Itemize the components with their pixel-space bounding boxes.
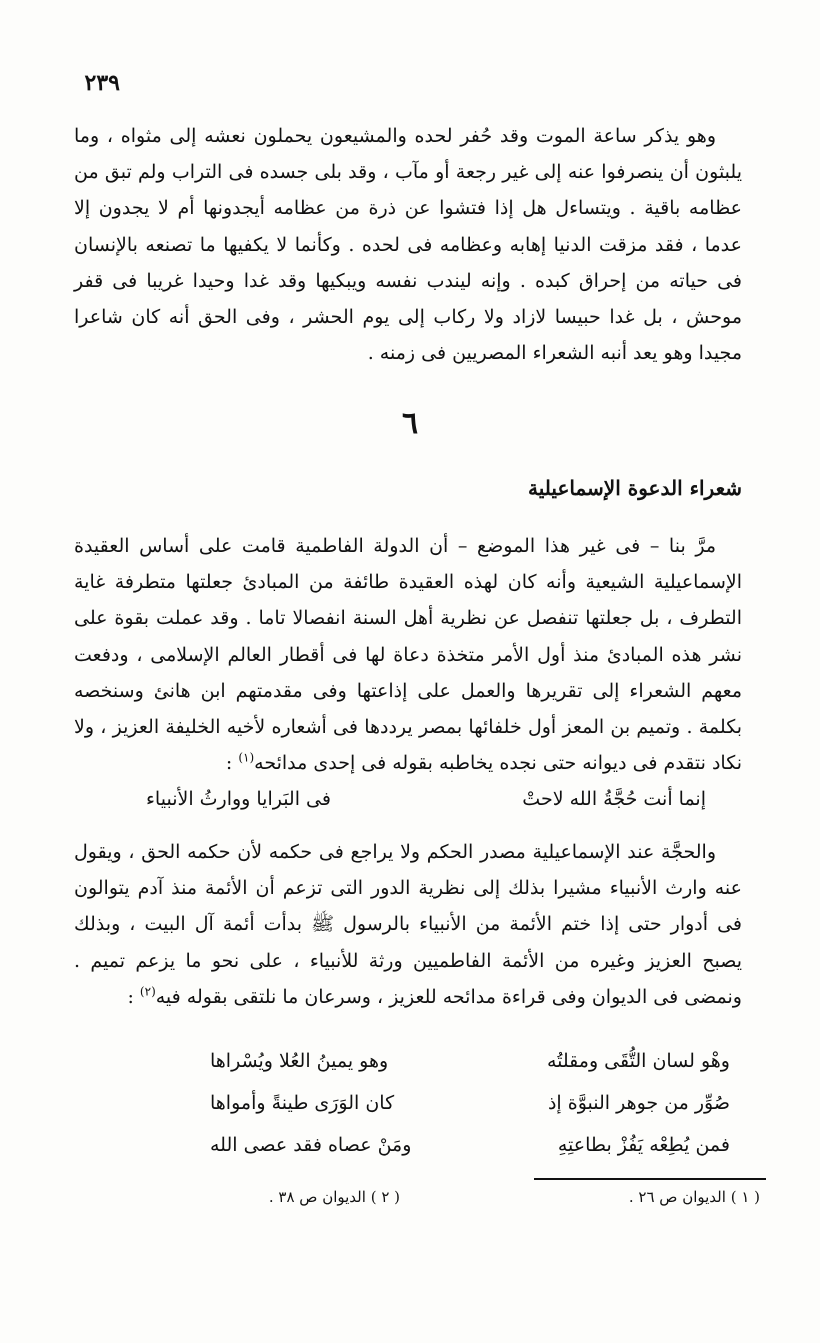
verse-hemistich-first: فمن يُطِعْه يَفُزْ بطاعتِهِ [557,1134,730,1156]
paragraph-ismaili-doctrine [74,528,742,781]
paragraph-poet-death: وهو يذكر ساعة الموت وقد حُفر لحده والمشيعون يحملون نعشه إلى مثواه ، وما يلبثون أن ينصرفوا عنه إلى غير رجعة أو مآب ، وقد بلى جسده فى التراب ولم تبق من عظامه باقية . ويتساءل هل إذا فتشوا عن ذرة من عظامه أيجدونها أم لا يجدون إلا عدما ، فقد مزقت الدنيا إهابه وعظامه فى لحده . وكأنما لا يكفيها ما تصنعه بالإنسان فى حياته من إحراق كبده . وإنه ليندب نفسه ويبكيها وقد غدا وحيدا غريبا فى قفر موحش ، بل غدا حبيسا لازاد ولا ركاب إلى يوم الحشر ، وفى الحق أنه كان شاعرا مجيدا وهو يعد أنبه الشعراء المصريين فى زمنه . [74,125,742,365]
verse-hemistich-first: إنما أنت حُجَّةُ الله لاحتْ [522,788,706,810]
paragraph-hujja [74,834,742,1015]
verse-hemistich-second: فى البَرايا ووارثُ الأنبياء [146,788,331,810]
verse-hemistich-first: وهْو لسان التُّقَى ومقلتُه [546,1050,730,1072]
paragraph-tail: : [127,985,140,1008]
section-title: شعراء الدعوة الإسماعيلية [528,476,742,500]
footnote-2: ( ٢ ) الديوان ص ٣٨ . [268,1188,400,1206]
verse-line [170,1092,730,1128]
section-number: ٦ [401,406,419,441]
footnote-divider [534,1178,766,1180]
verse-line [170,1134,730,1170]
verse-hemistich-second: وهو يمينُ العُلا ويُسْراها [210,1050,389,1072]
footnote-1: ( ١ ) الديوان ص ٢٦ . [628,1188,760,1206]
verse-hemistich-first: صُوِّر من جوهر النبوَّة إذ [547,1092,730,1114]
page-number: ٢٣٩ [84,70,120,96]
paragraph-text: والحجَّة عند الإسماعيلية مصدر الحكم ولا يراجع فى حكمه لأن حكمه الحق ، ويقول عنه وارث الأنبياء مشيرا بذلك إلى نظرية الدور التى تزعم أن الأئمة منذ آدم يتوالون فى أدوار حتى إذا ختم الأئمة من الأنبياء بالرسول ﷺ بدأت أئمة آل البيت ، وبذلك يصبح العزيز وغيره من الأئمة الفاطميين ورثة للأنبياء ، على نحو ما يزعم تميم . ونمضى فى الديوان وفى قراءة مدائحه للعزيز ، وسرعان ما نلتقى بقوله فيه [74,841,742,1008]
verse-line [170,1050,730,1086]
footnote-ref-2: (٢) [139,984,156,999]
paragraph-text: مرَّ بنا – فى غير هذا الموضع – أن الدولة الفاطمية قامت على أساس العقيدة الإسماعيلية الشيعية وأنه كان لهذه العقيدة طائفة من المبادئ جعلتها متطرفة غاية التطرف ، بل جعلتها تنفصل عن نظرية أهل السنة انفصالا تاما . وقد عملت بقوة على نشر هذه المبادئ منذ أول الأمر متخذة دعاة لها فى أقطار العالم الإسلامى ، ودفعت معهم الشعراء إلى تقريرها والعمل على إذاعتها وفى مقدمتهم ابن هانئ وسنخصه بكلمة . وتميم بن المعز أول خلفائها بمصر يرددها فى أشعاره لأخيه الخليفة العزيز ، ولا نكاد نتقدم فى ديوانه حتى نجده يخاطبه بقوله فى إحدى مدائحه [74,535,742,775]
footnote-ref-1: (١) [238,750,255,765]
verse-line [86,788,706,824]
verse-hemistich-second: ومَنْ عصاه فقد عصى الله [210,1134,412,1156]
paragraph-tail: : [225,752,239,775]
verse-hemistich-second: كان الوَرَى طينةً وأمواها [210,1092,395,1114]
